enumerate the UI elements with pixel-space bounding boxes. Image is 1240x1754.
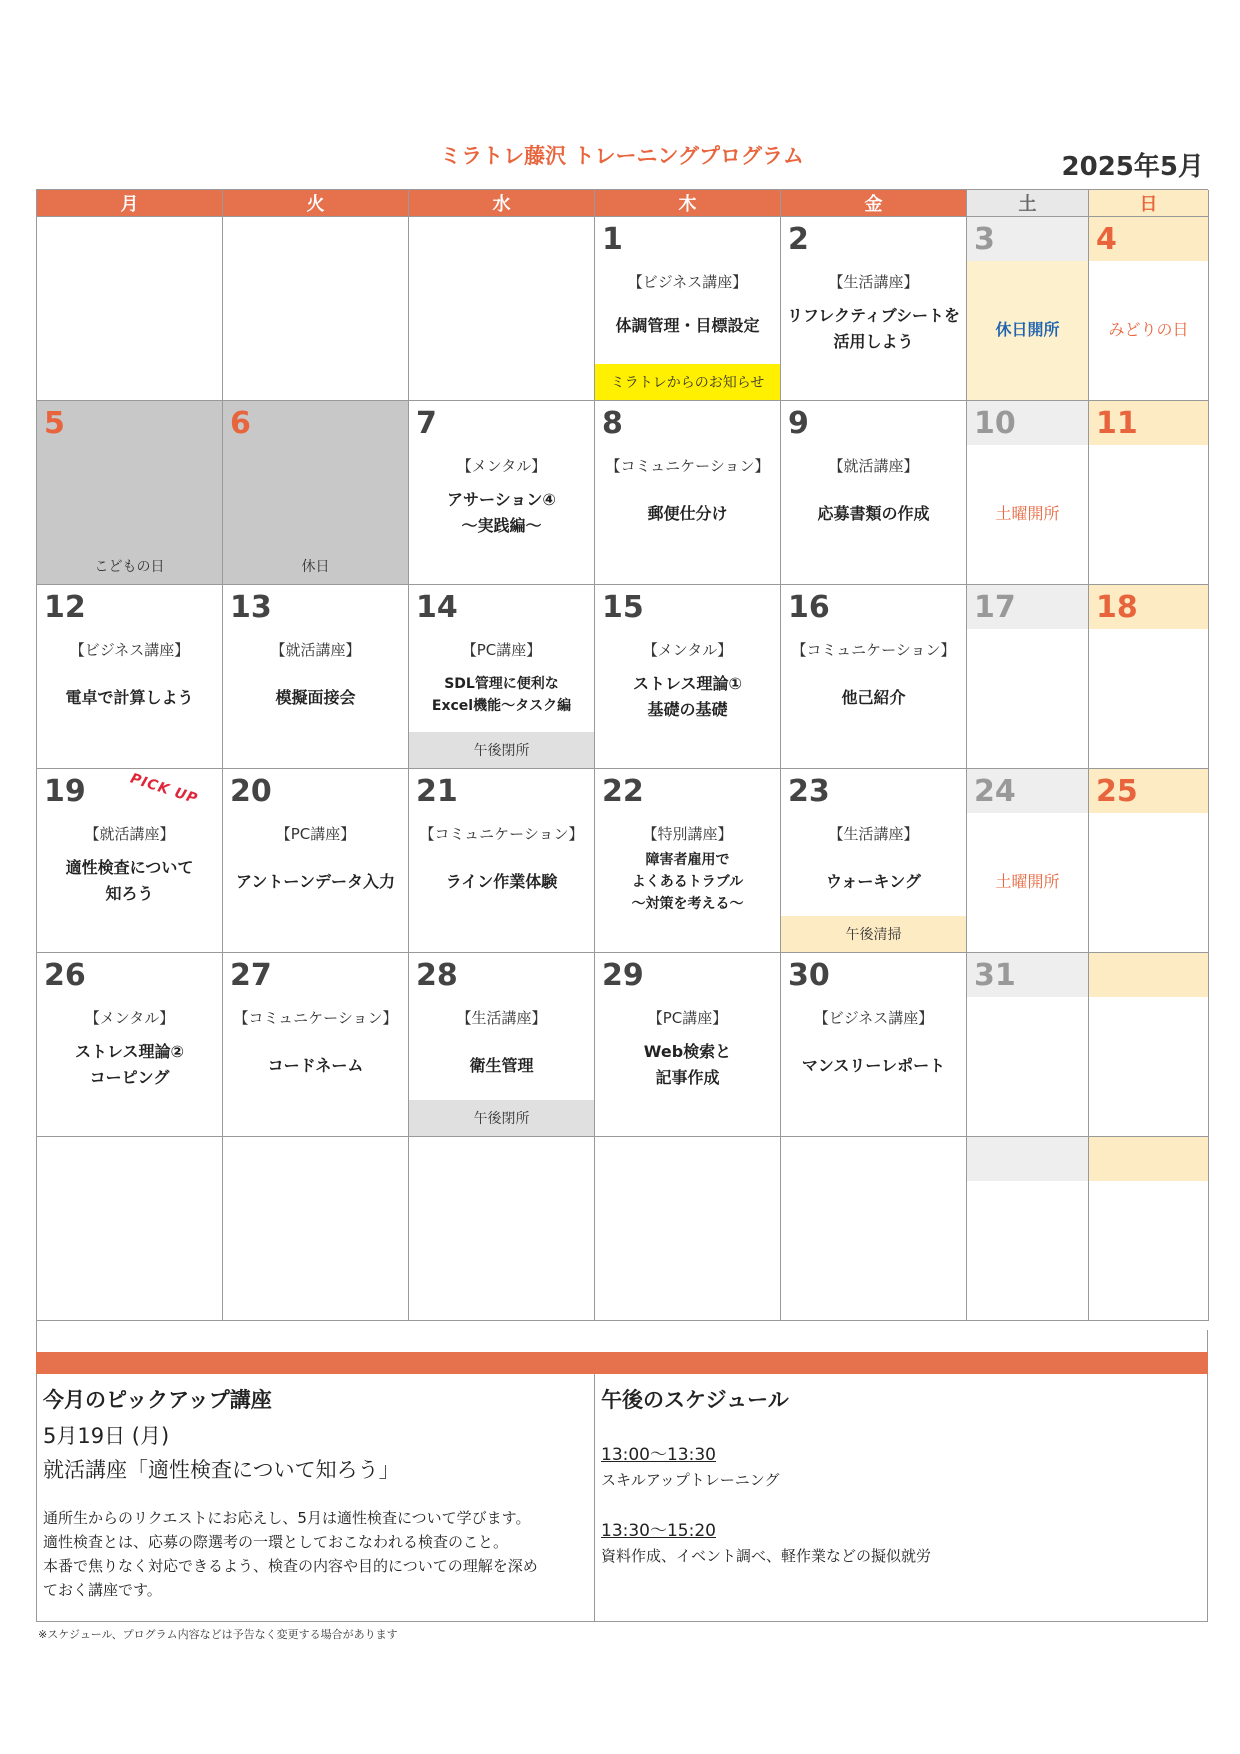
day-number: 19 (44, 774, 86, 809)
footnote: ※スケジュール、プログラム内容などは予告なく変更する場合があります (38, 1628, 398, 1641)
course-category: 【コミュニケーション】 (605, 457, 770, 475)
day-number: 18 (1096, 590, 1138, 625)
holiday-label: 休日 (301, 559, 330, 575)
pickup-heading: 今月のピックアップ講座 (43, 1388, 272, 1412)
day-number: 20 (230, 774, 272, 809)
notice-label: ミラトレからのお知らせ (595, 364, 780, 400)
day-number: 6 (230, 406, 251, 441)
day-cell-5[interactable] (37, 401, 223, 585)
course-topic: 電卓で計算しよう (65, 688, 194, 707)
course-topic: 体調管理・目標設定 (615, 316, 760, 335)
pickup-panel (37, 1374, 595, 1621)
course-category: 【PC講座】 (461, 641, 542, 659)
day-number: 30 (788, 958, 830, 993)
afternoon-cleaning-label: 午後清掃 (781, 916, 966, 952)
course-category: 【コミュニケーション】 (791, 641, 956, 659)
description-line: 本番で焦りなく対応できるよう、検査の内容や目的についての理解を深め (43, 1557, 538, 1575)
course-topic: 適性検査について 知ろう (65, 858, 194, 903)
day-cell-11[interactable] (1089, 401, 1209, 585)
afternoon-closed-label: 午後閉所 (409, 732, 594, 768)
day-number: 3 (974, 222, 995, 257)
day-cell-14[interactable] (409, 585, 595, 769)
day-cell-13[interactable] (223, 585, 409, 769)
day-cell-empty (223, 217, 409, 401)
day-cell-empty (595, 1137, 781, 1321)
saturday-open-label: 土曜開所 (995, 504, 1060, 523)
pickup-badge: PICK UP (128, 770, 200, 808)
day-number: 2 (788, 222, 809, 257)
course-category: 【メンタル】 (84, 1009, 175, 1027)
weekday-fri: 金 (781, 190, 967, 217)
pickup-description (43, 1506, 588, 1602)
course-category: 【就活講座】 (270, 641, 361, 659)
day-cell-empty (409, 217, 595, 401)
day-cell-3[interactable] (967, 217, 1089, 401)
day-cell-1[interactable] (595, 217, 781, 401)
course-category: 【就活講座】 (828, 457, 919, 475)
schedule-time: 13:30～15:20 (601, 1521, 716, 1541)
day-cell-2[interactable] (781, 217, 967, 401)
pickup-course: 就活講座「適性検査について知ろう」 (43, 1458, 400, 1482)
day-cell-30[interactable] (781, 953, 967, 1137)
course-category: 【生活講座】 (456, 1009, 547, 1027)
weekday-mon: 月 (37, 190, 223, 217)
course-category: 【特別講座】 (642, 825, 733, 843)
day-cell-22[interactable] (595, 769, 781, 953)
year-month: 2025年5月 (1061, 152, 1204, 182)
day-number: 1 (602, 222, 623, 257)
day-number: 29 (602, 958, 644, 993)
course-topic: ライン作業体験 (445, 872, 558, 891)
course-topic: ウォーキング (826, 872, 921, 891)
day-cell-15[interactable] (595, 585, 781, 769)
day-number: 26 (44, 958, 86, 993)
sunday-band (1089, 953, 1208, 997)
info-section (36, 1374, 1208, 1622)
course-category: 【生活講座】 (828, 273, 919, 291)
weekday-sat: 土 (967, 190, 1089, 217)
course-topic: コードネーム (267, 1056, 364, 1075)
course-topic: 衛生管理 (469, 1056, 534, 1075)
course-topic: 他己紹介 (841, 688, 906, 707)
day-cell-7[interactable] (409, 401, 595, 585)
description-line: 通所生からのリクエストにお応えし、5月は適性検査について学びます。 (43, 1509, 531, 1527)
day-cell-24[interactable] (967, 769, 1089, 953)
pickup-date: 5月19日 (月) (43, 1424, 170, 1448)
day-cell-27[interactable] (223, 953, 409, 1137)
day-number: 27 (230, 958, 272, 993)
weekday-thu: 木 (595, 190, 781, 217)
day-cell-21[interactable] (409, 769, 595, 953)
course-topic: 障害者雇用で よくあるトラブル ～対策を考える～ (631, 852, 744, 912)
day-cell-empty (37, 217, 223, 401)
info-header-bar (36, 1352, 1208, 1374)
calendar-grid (36, 189, 1208, 1330)
course-category: 【ビジネス講座】 (69, 641, 190, 659)
day-cell-16[interactable] (781, 585, 967, 769)
day-cell-28[interactable] (409, 953, 595, 1137)
day-cell-empty (1089, 953, 1209, 1137)
course-category: 【メンタル】 (642, 641, 733, 659)
course-category: 【コミュニケーション】 (419, 825, 584, 843)
course-topic: 応募書類の作成 (817, 504, 930, 523)
afternoon-heading: 午後のスケジュール (601, 1388, 789, 1412)
course-topic: 郵便仕分け (647, 504, 728, 523)
day-number: 5 (44, 406, 65, 441)
holiday-open-label: 休日開所 (995, 320, 1060, 339)
day-cell-12[interactable] (37, 585, 223, 769)
day-cell-empty (967, 1137, 1089, 1321)
course-topic: SDL管理に便利な Excel機能～タスク編 (431, 676, 572, 714)
day-cell-25[interactable] (1089, 769, 1209, 953)
schedule-time: 13:00～13:30 (601, 1445, 716, 1465)
course-category: 【就活講座】 (84, 825, 175, 843)
course-category: 【ビジネス講座】 (813, 1009, 934, 1027)
day-number: 17 (974, 590, 1016, 625)
day-cell-19[interactable] (37, 769, 223, 953)
day-number: 12 (44, 590, 86, 625)
day-cell-4[interactable] (1089, 217, 1209, 401)
day-number: 22 (602, 774, 644, 809)
afternoon-schedule-panel (595, 1374, 1207, 1621)
day-number: 23 (788, 774, 830, 809)
course-topic: アントーンデータ入力 (235, 872, 396, 891)
saturday-open-label: 土曜開所 (995, 872, 1060, 891)
day-cell-23[interactable] (781, 769, 967, 953)
day-cell-10[interactable] (967, 401, 1089, 585)
course-topic: リフレクティブシートを 活用しよう (786, 306, 961, 351)
afternoon-closed-label: 午後閉所 (409, 1100, 594, 1136)
course-category: 【PC講座】 (647, 1009, 728, 1027)
day-number: 8 (602, 406, 623, 441)
day-number: 28 (416, 958, 458, 993)
day-cell-empty (409, 1137, 595, 1321)
day-number: 31 (974, 958, 1016, 993)
day-cell-empty (1089, 1137, 1209, 1321)
course-category: 【コミュニケーション】 (233, 1009, 398, 1027)
course-category: 【PC講座】 (275, 825, 356, 843)
weekday-wed: 水 (409, 190, 595, 217)
course-topic: Web検索と 記事作成 (643, 1042, 732, 1087)
day-number: 16 (788, 590, 830, 625)
day-cell-empty (223, 1137, 409, 1321)
day-cell-9[interactable] (781, 401, 967, 585)
day-number: 11 (1096, 406, 1138, 441)
day-cell-31[interactable] (967, 953, 1089, 1137)
saturday-band (967, 1137, 1088, 1181)
day-cell-6[interactable] (223, 401, 409, 585)
description-line: ておく講座です。 (43, 1581, 162, 1599)
schedule-description: 資料作成、イベント調べ、軽作業などの擬似就労 (601, 1547, 932, 1565)
day-cell-8[interactable] (595, 401, 781, 585)
day-number: 14 (416, 590, 458, 625)
day-cell-20[interactable] (223, 769, 409, 953)
course-topic: マンスリーレポート (801, 1056, 946, 1075)
day-cell-18[interactable] (1089, 585, 1209, 769)
course-topic: 模擬面接会 (275, 688, 356, 707)
day-cell-17[interactable] (967, 585, 1089, 769)
course-topic: アサーション④ ～実践編～ (447, 490, 556, 535)
day-cell-empty (37, 1137, 223, 1321)
day-number: 4 (1096, 222, 1117, 257)
day-number: 10 (974, 406, 1016, 441)
course-topic: ストレス理論① 基礎の基礎 (632, 674, 743, 719)
page-title: ミラトレ藤沢 トレーニングプログラム (440, 144, 804, 168)
day-number: 7 (416, 406, 437, 441)
day-number: 13 (230, 590, 272, 625)
course-category: 【生活講座】 (828, 825, 919, 843)
holiday-label: こどもの日 (94, 559, 165, 575)
day-cell-26[interactable] (37, 953, 223, 1137)
day-number: 21 (416, 774, 458, 809)
description-line: 適性検査とは、応募の際選考の一環としておこなわれる検査のこと。 (43, 1533, 509, 1551)
schedule-description: スキルアップトレーニング (601, 1471, 780, 1489)
course-topic: ストレス理論② コーピング (74, 1042, 185, 1087)
day-cell-empty (781, 1137, 967, 1321)
course-category: 【メンタル】 (456, 457, 547, 475)
day-number: 9 (788, 406, 809, 441)
day-number: 24 (974, 774, 1016, 809)
weekday-tue: 火 (223, 190, 409, 217)
course-category: 【ビジネス講座】 (627, 273, 748, 291)
sunday-band (1089, 1137, 1208, 1181)
weekday-sun: 日 (1089, 190, 1209, 217)
day-number: 25 (1096, 774, 1138, 809)
holiday-label: みどりの日 (1108, 320, 1189, 339)
day-number: 15 (602, 590, 644, 625)
day-cell-29[interactable] (595, 953, 781, 1137)
